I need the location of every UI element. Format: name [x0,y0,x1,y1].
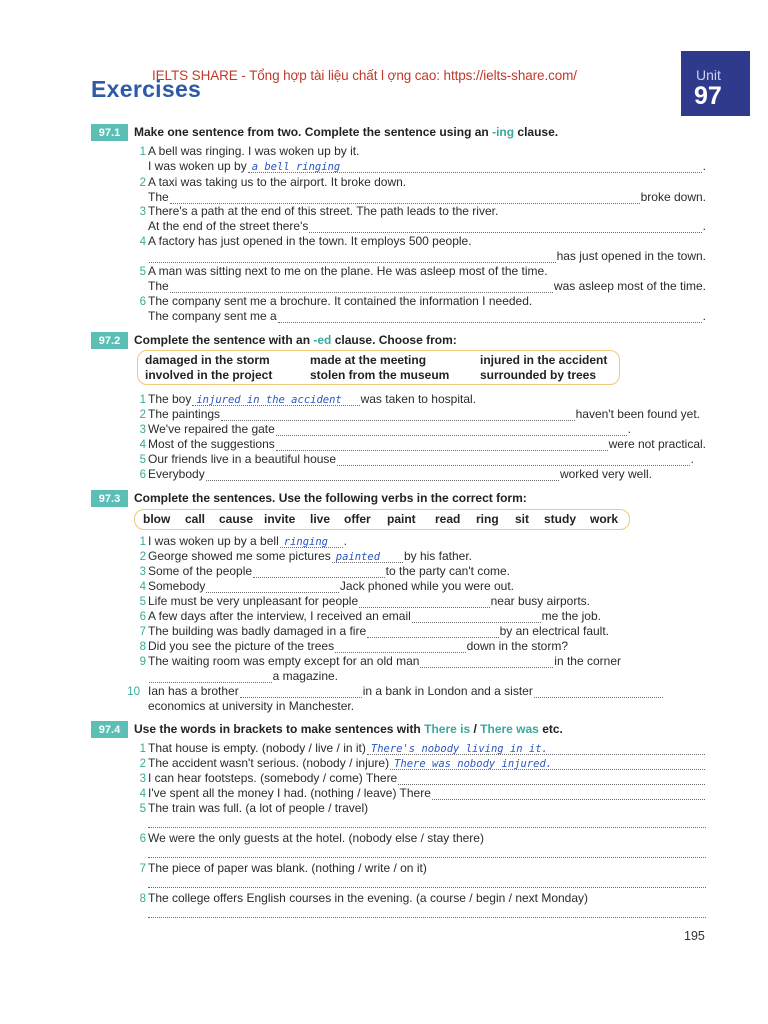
choice-option: damaged in the storm [145,353,270,367]
ex3-item-2 [134,548,472,563]
item-text: haven't been found yet. [575,407,700,421]
handwritten-answer: There's nobody living in it. [370,743,548,755]
answer-blank[interactable] [309,222,701,233]
handwritten-answer: painted [335,551,381,563]
item-number: 2 [139,551,146,563]
item-text: A man was sitting next to me on the plane. He was asleep most of the time. [148,264,548,278]
answer-blank[interactable] [253,567,385,578]
verb-option: ring [476,512,499,526]
item-number: 6 [139,611,146,623]
unit-label: Unit [696,67,721,83]
verb-option: live [310,512,331,526]
item-text: The train was full. (a lot of people / travel) [148,801,369,815]
verb-option: offer [344,512,371,526]
ex1-item-1-line2 [148,158,706,173]
answer-blank[interactable] [278,312,702,323]
answer-blank[interactable] [206,470,559,481]
ex3-item-5 [134,593,590,608]
item-text: down in the storm? [466,639,568,653]
item-text: Did you see the picture of the trees [148,639,335,653]
item-text: were not practical. [608,437,706,451]
answer-blank[interactable] [398,774,705,785]
ex3-item-9-line1 [134,653,621,668]
handwritten-answer: injured in the accident [196,394,342,406]
ex3-item-4 [134,578,514,593]
answer-blank[interactable] [149,672,272,683]
item-number: 1 [139,743,146,755]
answer-blank[interactable] [337,455,690,466]
item-number: 7 [139,863,146,875]
answer-blank[interactable] [192,395,359,406]
item-number: 4 [139,788,146,800]
verb-option: work [590,512,619,526]
item-text: Life must be very unpleasant for people [148,594,359,608]
item-text: The [148,190,169,204]
instruction-text: Make one sentence from two. Complete the sentence using an [134,125,493,139]
item-number: 2 [139,758,146,770]
ex2-item-2 [134,406,700,421]
item-text: The waiting room was empty except for an old man [148,654,420,668]
item-number: 5 [139,596,146,608]
item-text: Our friends live in a beautiful house [148,452,337,466]
verb-option: call [185,512,206,526]
item-text: At the end of the street there's [148,219,309,233]
item-text: broke down. [640,190,706,204]
item-text: a magazine. [272,669,338,683]
ex1-item-2-line2 [148,189,706,204]
answer-blank[interactable] [367,627,498,638]
ex1-item-6-line1 [134,293,706,308]
ex2-item-6 [134,466,652,481]
instruction-text: etc. [538,722,563,736]
verb-option: cause [219,512,254,526]
item-text: A taxi was taking us to the airport. It broke down. [148,175,407,189]
unit-number: 97 [694,82,722,110]
answer-blank[interactable] [280,537,343,548]
item-number: 3 [139,206,146,218]
item-text: The boy [148,392,192,406]
item-text: There's a path at the end of this street. The path leads to the river. [148,204,499,218]
answer-blank[interactable] [276,440,608,451]
item-text: me the job. [541,609,601,623]
verb-option: sit [515,512,530,526]
item-text: . [627,422,631,436]
answer-blank[interactable] [206,582,339,593]
answer-blank[interactable] [170,282,553,293]
verb-option: read [435,512,461,526]
item-number: 3 [139,566,146,578]
instruction-text: Use the words in brackets to make sentences with [134,722,425,736]
ex1-item-3-line1 [134,203,706,218]
item-text: was taken to hospital. [360,392,476,406]
exercise-badge-97-4: 97.4 [91,721,128,738]
instruction-highlight: -ing [492,125,515,139]
answer-line[interactable] [148,856,706,858]
instruction-highlight: There was [480,722,539,736]
item-text: economics at university in Manchester. [148,699,355,713]
ex3-item-8 [134,638,568,653]
item-text: The building was badly damaged in a fire [148,624,367,638]
item-text: has just opened in the town. [556,249,706,263]
instruction-text: clause. [514,125,559,139]
verb-option: invite [264,512,296,526]
item-text: I was woken up by a bell [148,534,279,548]
answer-blank[interactable] [335,642,466,653]
item-text: The company sent me a brochure. It contained the information I needed. [148,294,533,308]
handwritten-answer: a bell ringing [251,161,341,173]
instruction-highlight: There is [424,722,471,736]
answer-blank[interactable] [240,687,362,698]
exercise-instruction-97-3: Complete the sentences. Use the following verbs in the correct form: [134,491,527,505]
item-text: Somebody [148,579,206,593]
item-number: 3 [139,424,146,436]
item-text: A few days after the interview, I received an email [148,609,411,623]
ex3-item-10-line1 [124,683,664,698]
choice-option: made at the meeting [310,353,427,367]
ex3-item-9-line2 [148,668,338,683]
exercise-instruction-97-1 [134,125,558,139]
ex2-item-1 [134,391,476,406]
item-number: 4 [139,439,146,451]
item-text: by his father. [403,549,472,563]
ex3-item-3 [134,563,510,578]
page-number: 195 [684,929,705,943]
ex2-item-5 [134,451,694,466]
exercise-badge-97-3: 97.3 [91,490,128,507]
ex1-item-2-line1 [134,174,706,189]
answer-blank[interactable] [534,687,663,698]
ex2-item-4 [134,436,706,451]
item-text: to the party can't come. [385,564,510,578]
item-number: 6 [139,833,146,845]
exercise-instruction-97-2 [134,333,457,347]
item-text: in the corner [554,654,621,668]
choice-option: stolen from the museum [310,368,450,382]
instruction-highlight: -ed [313,333,332,347]
item-number: 8 [139,893,146,905]
ex1-item-5-line2 [148,278,706,293]
ex1-item-4-line1 [134,233,706,248]
item-text: The company sent me a [148,309,277,323]
answer-line[interactable] [148,826,706,828]
exercise-badge-97-1: 97.1 [91,124,128,141]
item-text: Jack phoned while you were out. [339,579,514,593]
ex4-item-1 [134,740,706,755]
answer-blank[interactable] [412,612,541,623]
unit-box [681,51,750,116]
ex4-item-5 [134,800,368,815]
answer-line[interactable] [148,916,706,918]
item-text: Ian has a brother [148,684,239,698]
item-text: . [690,452,694,466]
verbs-box [134,509,630,530]
item-text: That house is empty. (nobody / live / in it) [148,741,366,755]
item-number: 6 [139,469,146,481]
ex3-item-1 [134,533,347,548]
item-number: 1 [139,146,146,158]
item-number: 5 [139,454,146,466]
ex3-item-7 [134,623,609,638]
item-number: 7 [139,626,146,638]
answer-blank[interactable] [149,252,556,263]
item-text: Some of the people [148,564,253,578]
item-text: Everybody [148,467,205,481]
answer-blank[interactable] [221,410,575,421]
item-text: We've repaired the gate [148,422,275,436]
answer-blank[interactable] [359,597,489,608]
answer-line[interactable] [148,886,706,888]
item-text: . [343,534,347,548]
item-number: 9 [139,656,146,668]
item-text: George showed me some pictures [148,549,331,563]
item-number: 1 [139,394,146,406]
ex3-item-6 [134,608,601,623]
instruction-text: Complete the sentence with an [134,333,314,347]
item-text: Most of the suggestions [148,437,275,451]
handwritten-answer: ringing [283,536,329,548]
handwritten-answer: There was nobody injured. [394,758,553,770]
ex1-item-4-line2 [148,248,706,263]
item-text: I can hear footsteps. (somebody / come) There [148,771,398,785]
instruction-text: / [470,722,481,736]
choice-option: involved in the project [145,368,273,382]
item-text: was asleep most of the time. [553,279,706,293]
ex4-item-2 [134,755,706,770]
ex2-item-3 [134,421,631,436]
answer-blank[interactable] [420,657,553,668]
answer-blank[interactable] [332,552,403,563]
item-text: The [148,279,169,293]
item-number: 3 [139,773,146,785]
answer-blank[interactable] [432,789,705,800]
ex4-item-3 [134,770,706,785]
item-number: 1 [139,536,146,548]
item-text: I was woken up by [148,159,247,173]
item-number: 4 [139,581,146,593]
item-number: 10 [127,686,140,698]
watermark-text: IELTS SHARE - Tổng hợp tài liệu chất l ợng cao: https://ielts-share.com/ [152,68,577,83]
item-text: We were the only guests at the hotel. (nobody else / stay there) [148,831,484,845]
choices-box [137,350,620,385]
ex1-item-6-line2 [148,308,706,323]
ex4-item-4 [134,785,706,800]
item-text: near busy airports. [490,594,590,608]
verb-option: study [544,512,577,526]
item-number: 5 [139,266,146,278]
choice-option: injured in the accident [480,353,608,367]
ex4-item-6 [134,830,484,845]
answer-blank[interactable] [367,744,705,755]
item-text: I've spent all the money I had. (nothing / leave) There [148,786,431,800]
ex1-item-5-line1 [134,263,706,278]
item-text: in a bank in London and a sister [362,684,533,698]
item-text: The piece of paper was blank. (nothing / write / on it) [148,861,427,875]
ex4-item-7 [134,860,427,875]
answer-blank[interactable] [248,162,702,173]
answer-blank[interactable] [276,425,627,436]
verb-option: blow [143,512,171,526]
item-text: . [702,159,706,173]
item-number: 2 [139,409,146,421]
instruction-text: clause. Choose from: [331,333,457,347]
item-text: worked very well. [559,467,652,481]
exercise-instruction-97-4 [134,722,563,736]
item-text: by an electrical fault. [499,624,609,638]
item-text: . [702,219,706,233]
item-text: The paintings [148,407,221,421]
item-text: . [702,309,706,323]
item-text: The college offers English courses in the evening. (a course / begin / next Monday) [148,891,589,905]
item-text: A factory has just opened in the town. It employs 500 people. [148,234,472,248]
item-number: 4 [139,236,146,248]
ex1-item-3-line2 [148,218,706,233]
ex4-item-8 [134,890,588,905]
verb-option: paint [387,512,416,526]
item-number: 8 [139,641,146,653]
ex1-item-1-line1 [134,143,706,158]
answer-blank[interactable] [390,759,705,770]
item-number: 5 [139,803,146,815]
choice-option: surrounded by trees [480,368,597,382]
item-number: 6 [139,296,146,308]
item-number: 2 [139,177,146,189]
ex3-item-10-line2 [148,698,354,713]
page-title: Exercises [91,76,202,102]
item-text: The accident wasn't serious. (nobody / injure) [148,756,390,770]
exercise-badge-97-2: 97.2 [91,332,128,349]
item-text: A bell was ringing. I was woken up by it. [148,144,360,158]
